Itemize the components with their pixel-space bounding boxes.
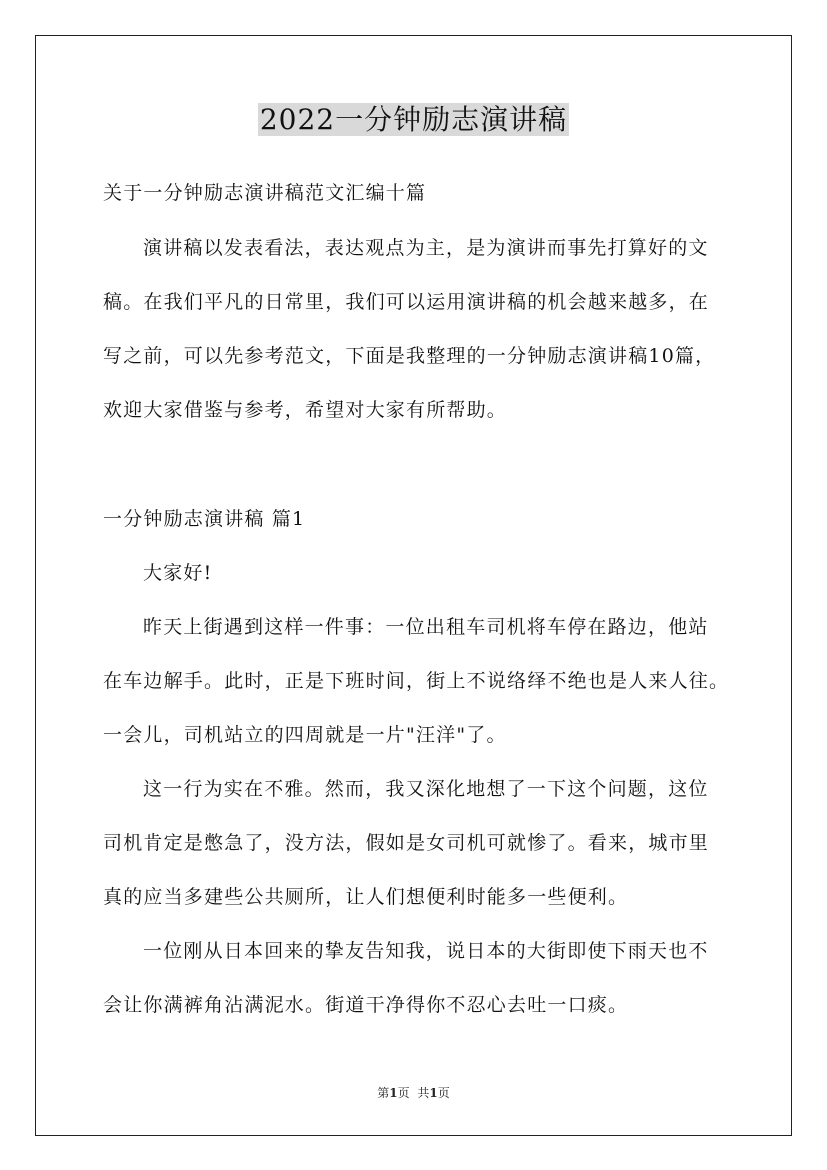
page-number: 1	[389, 1086, 398, 1100]
page-suffix: 页	[397, 1086, 410, 1100]
intro-line-4: 欢迎大家借鉴与参考，希望对大家有所帮助。	[103, 399, 508, 421]
body-line-6: 司机肯定是憋急了，没方法，假如是女司机可就惨了。看来，城市里	[103, 832, 710, 854]
total-prefix: 共	[417, 1086, 430, 1100]
section-heading: 一分钟励志演讲稿 篇1	[103, 508, 306, 530]
document-subtitle: 关于一分钟励志演讲稿范文汇编十篇	[103, 182, 427, 204]
body-line-9: 会让你满裤角沾满泥水。街道干净得你不忍心去吐一口痰。	[103, 994, 629, 1016]
body-line-4: 一会儿，司机站立的四周就是一片"汪洋"了。	[103, 724, 507, 746]
body-line-8: 一位刚从日本回来的挚友告知我，说日本的大街即使下雨天也不	[143, 940, 709, 962]
document-title	[0, 100, 827, 140]
total-pages: 1	[429, 1086, 438, 1100]
intro-line-2: 稿。在我们平凡的日常里，我们可以运用演讲稿的机会越来越多，在	[103, 291, 710, 313]
intro-line-1: 演讲稿以发表看法，表达观点为主，是为演讲而事先打算好的文	[143, 237, 709, 259]
intro-line-3: 写之前，可以先参考范文，下面是我整理的一分钟励志演讲稿10篇，	[103, 345, 716, 367]
page-footer	[0, 1085, 827, 1101]
body-line-2: 昨天上街遇到这样一件事：一位出租车司机将车停在路边，他站	[143, 616, 709, 638]
body-line-5: 这一行为实在不雅。然而，我又深化地想了一下这个问题，这位	[143, 778, 709, 800]
body-line-3: 在车边解手。此时，正是下班时间，街上不说络绎不绝也是人来人往。	[103, 670, 730, 692]
body-line-1: 大家好!	[143, 562, 213, 584]
document-title-text: 2022一分钟励志演讲稿	[259, 103, 568, 136]
body-line-7: 真的应当多建些公共厕所，让人们想便利时能多一些便利。	[103, 886, 629, 908]
page-prefix: 第	[377, 1086, 390, 1100]
total-suffix: 页	[437, 1086, 450, 1100]
